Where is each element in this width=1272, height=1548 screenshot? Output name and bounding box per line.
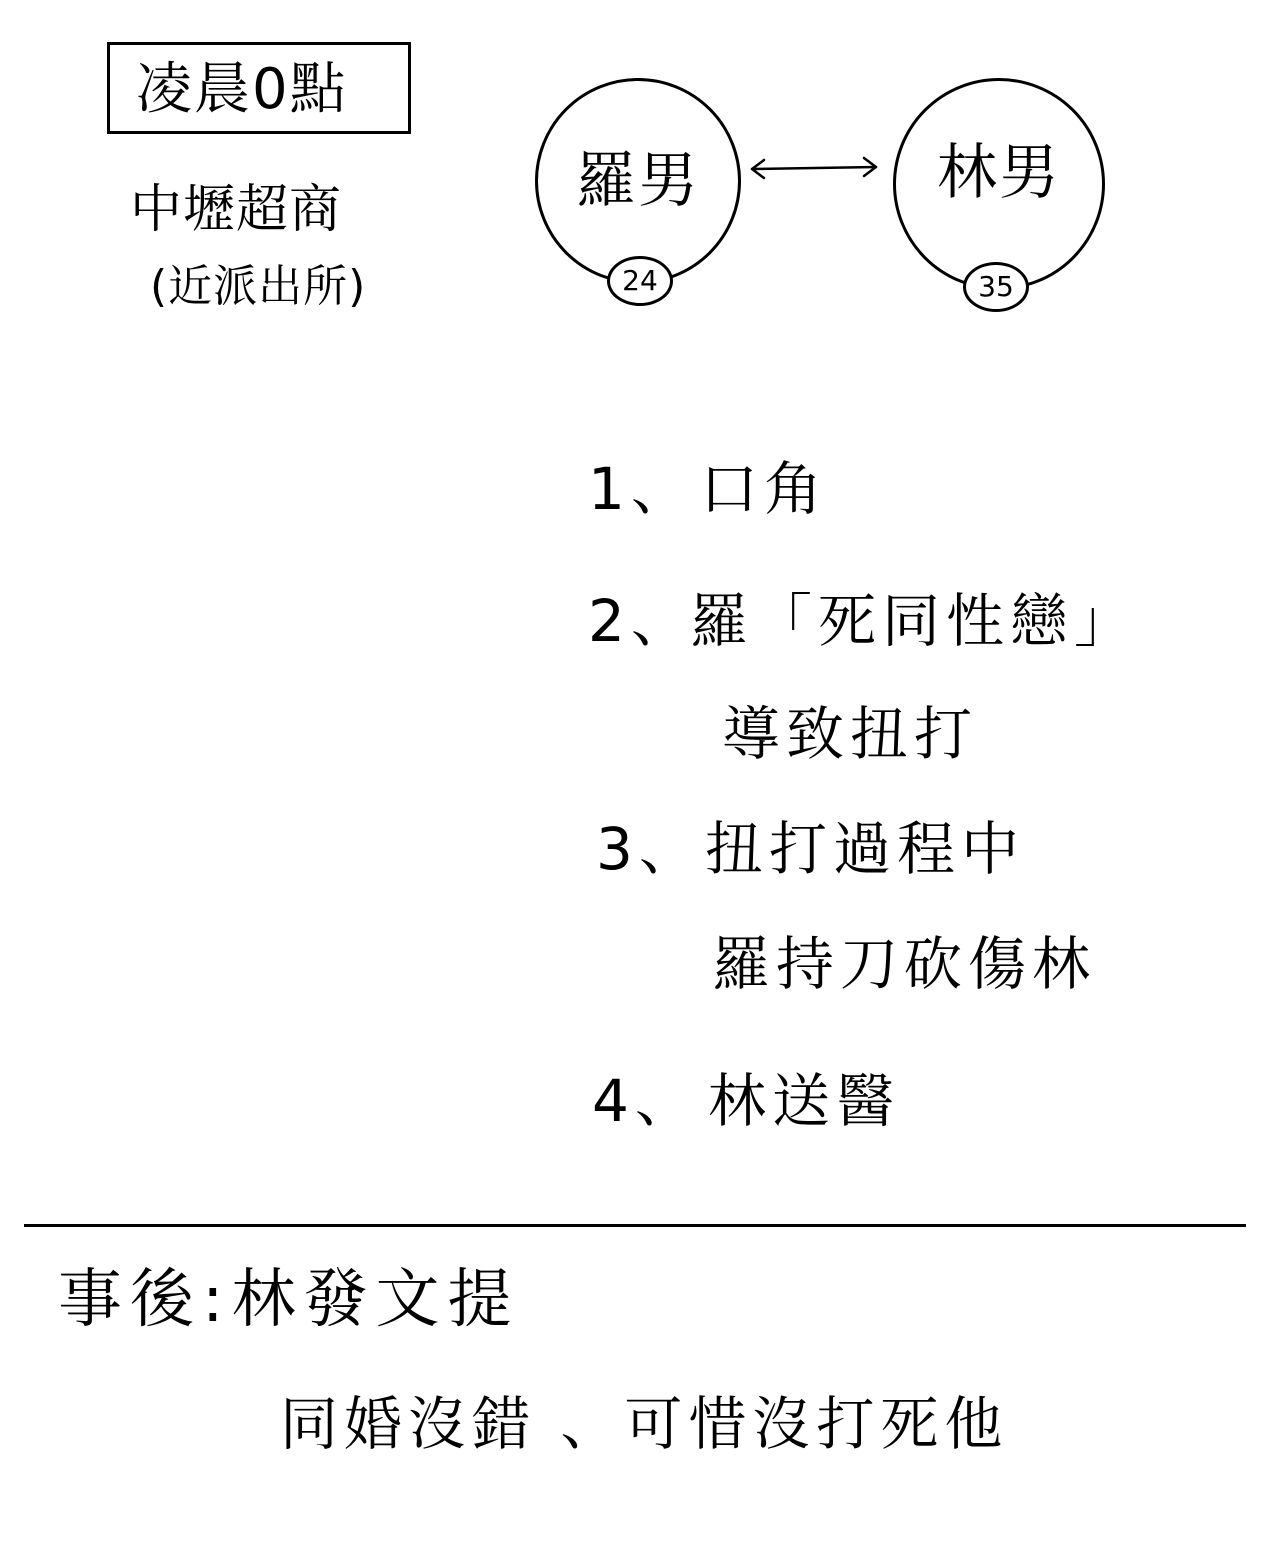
event-time: 凌晨0點 [136, 57, 348, 122]
event-3-text: 扭打過程中 [705, 815, 1026, 883]
event-3-number: 3、 [596, 815, 703, 883]
event-1-text: 口角 [700, 455, 829, 523]
event-1-number: 1、 [588, 455, 695, 523]
age-badge-luo: 24 [607, 256, 673, 306]
age-badge-lin: 35 [963, 262, 1029, 312]
aftermath-line-1 [58, 1263, 520, 1337]
event-4-number: 4、 [592, 1067, 699, 1135]
event-2-number: 2、 [588, 587, 695, 655]
event-location-note: (近派出所) [150, 261, 367, 312]
person-name-luo: 羅男 [576, 146, 700, 216]
event-location: 中壢超商 [130, 180, 343, 240]
relation-arrow-icon [744, 154, 884, 184]
person-node-lin [893, 78, 1105, 290]
aftermath-text-1: 林發文提 [231, 1263, 520, 1337]
section-divider [24, 1224, 1246, 1227]
event-2-text-cont: 導致扭打 [722, 700, 979, 768]
aftermath-label: 事後: [58, 1263, 232, 1337]
event-2-text: 羅「死同性戀」 [690, 587, 1139, 655]
aftermath-line-2: 同婚沒錯 、可惜沒打死他 [280, 1390, 1009, 1458]
event-3-text-cont: 羅持刀砍傷林 [712, 930, 1097, 998]
person-node-luo [535, 78, 741, 284]
person-name-lin: 林男 [937, 138, 1061, 208]
event-4-text: 林送醫 [708, 1067, 901, 1135]
